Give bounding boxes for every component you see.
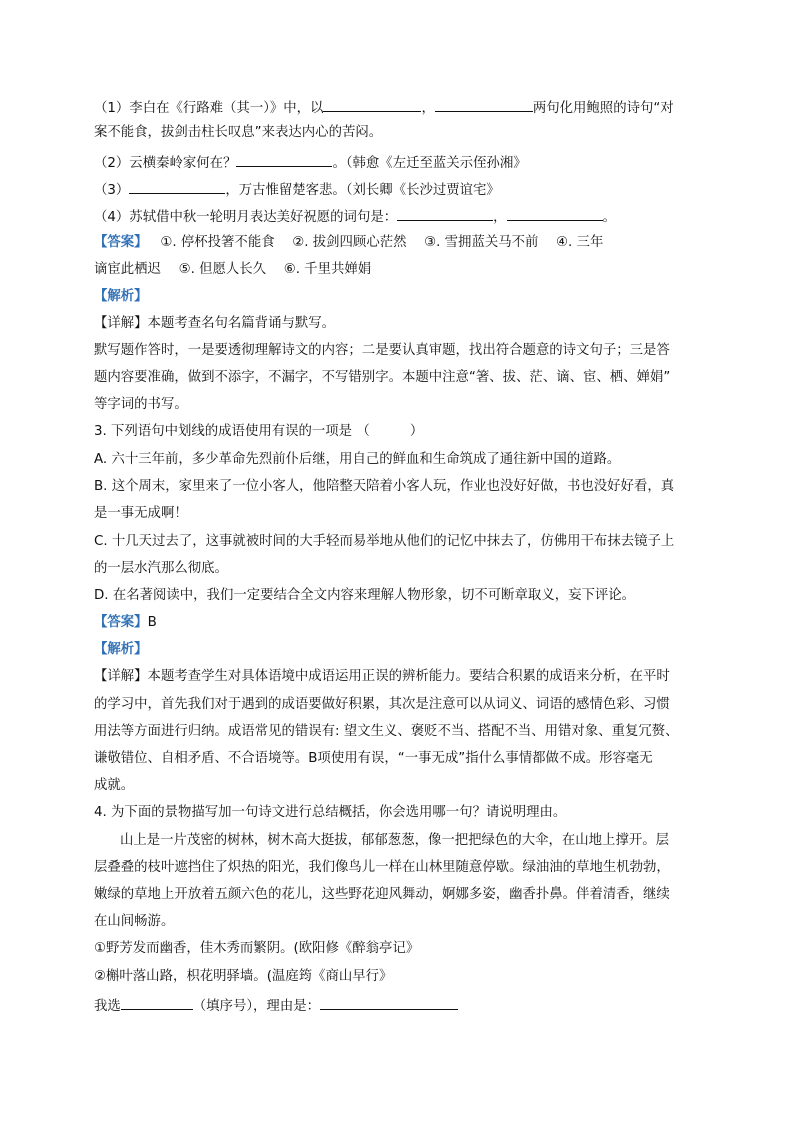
q2-item4 bbox=[94, 206, 700, 227]
q3-detail-5: 成就。 bbox=[94, 778, 135, 793]
q3-answer-value: B bbox=[147, 615, 157, 630]
choice-number-blank[interactable] bbox=[121, 995, 193, 1010]
answer-blank-3[interactable] bbox=[236, 152, 332, 167]
q2-detail-4: 等字词的书写。 bbox=[94, 397, 188, 412]
q3-detail-2: 的学习中，首先我们对于遇到的成语要做好积累，其次是注意可以从词义、词语的感情色彩、习惯 bbox=[94, 697, 670, 712]
q2-item1-line2: 案不能食，拔剑击柱长叹息”来表达内心的苦闷。 bbox=[94, 125, 383, 140]
q2-item1-text-a: （1）李白在《行路难（其一）》中，以 bbox=[94, 101, 324, 116]
q4-option-2: ②槲叶落山路，枳花明驿墙。(温庭筠《商山早行》 bbox=[94, 969, 393, 984]
q3-stem: 3. 下列语句中划线的成语使用有误的一项是 （ ） bbox=[94, 424, 424, 439]
q4-para-1: 山上是一片茂密的树林，树木高大挺拔，郁郁葱葱，像一把把绿色的大伞，在山地上撑开。层 bbox=[120, 833, 670, 848]
q2-item3-text-a: （3） bbox=[94, 183, 130, 198]
q3-option-c-2: 的一层水汽那么彻底。 bbox=[94, 561, 228, 576]
q2-item1-text-c: 两句化用鲍照的诗句“对 bbox=[532, 101, 674, 116]
answer-blank-6[interactable] bbox=[507, 206, 603, 221]
q3-detail-1: 【详解】本题考查学生对具体语境中成语运用正误的辨析能力。要结合积累的成语来分析，在平时 bbox=[94, 669, 670, 684]
q2-item4-text-a: （4）苏轼借中秋一轮明月表达美好祝愿的词句是： bbox=[94, 210, 398, 225]
q3-detail-3: 用法等方面进行归纳。成语常见的错误有: 望文生义、褒贬不当、搭配不当、用错对象、重复冗赘、 bbox=[94, 724, 679, 739]
q3-option-d: D. 在名著阅读中，我们一定要结合全文内容来理解人物形象，切不可断章取义，妄下评论。 bbox=[94, 588, 636, 603]
q2-item4-text-b: ， bbox=[493, 210, 507, 225]
q4-choose-text-a: 我选 bbox=[94, 999, 121, 1014]
q4-choose-line bbox=[94, 995, 700, 1016]
reason-blank[interactable] bbox=[320, 995, 458, 1010]
q4-para-2: 层叠叠的枝叶遮挡住了炽热的阳光，我们像鸟儿一样在山林里随意停歇。绿油油的草地生机勃勃， bbox=[94, 860, 670, 875]
answer-blank-4[interactable] bbox=[129, 179, 225, 194]
q2-detail-2: 默写题作答时，一是要透彻理解诗文的内容；二是要认真审题，找出符合题意的诗文句子；三是答 bbox=[94, 343, 670, 358]
q2-item3 bbox=[94, 179, 700, 200]
q2-detail-3: 题内容要准确，做到不添字，不漏字，不写错别字。本题中注意“箸、拔、茫、谪、宦、栖、婵娟” bbox=[94, 370, 671, 385]
q3-option-c-1: C. 十几天过去了，这事就被时间的大手轻而易举地从他们的记忆中抹去了，仿佛用干布抹去镜子上 bbox=[94, 534, 675, 549]
q2-item2-text-a: （2）云横秦岭家何在？ bbox=[94, 156, 237, 171]
q2-item4-text-c: 。 bbox=[602, 210, 616, 225]
q2-item2-text-b: 。（韩愈《左迁至蓝关示侄孙湘》 bbox=[332, 156, 527, 171]
q2-answer-line2: 谪宦此栖迟 ⑤. 但愿人长久 ⑥. 千里共婵娟 bbox=[94, 262, 372, 277]
q3-answer bbox=[94, 614, 700, 632]
analysis-label: 【解析】 bbox=[94, 642, 148, 657]
answer-blank-2[interactable] bbox=[435, 97, 533, 112]
q2-answer-text-1: ①. 停杯投箸不能食 ②. 拔剑四顾心茫然 ③. 雪拥蓝关马不前 ④. 三年 bbox=[160, 235, 604, 250]
q4-stem: 4. 为下面的景物描写加一句诗文进行总结概括，你会选用哪一句？请说明理由。 bbox=[94, 805, 567, 820]
q3-detail-4: 谦敬错位、自相矛盾、不合语境等。B项使用有误，“一事无成”指什么事情都做不成。形容毫无 bbox=[94, 751, 653, 766]
q2-item1-text-b: ， bbox=[421, 101, 435, 116]
answer-blank-1[interactable] bbox=[323, 97, 421, 112]
answer-blank-5[interactable] bbox=[397, 206, 493, 221]
q3-option-a: A. 六十三年前，多少革命先烈前仆后继，用自己的鲜血和生命筑成了通往新中国的道路。 bbox=[94, 452, 621, 467]
analysis-label: 【解析】 bbox=[94, 289, 148, 304]
q2-detail-1: 【详解】本题考查名句名篇背诵与默写。 bbox=[94, 316, 336, 331]
q2-item2 bbox=[94, 152, 700, 173]
q2-item3-text-b: ，万古惟留楚客悲。（刘长卿《长沙过贾谊宅》 bbox=[225, 183, 500, 198]
answer-label: 【答案】 bbox=[94, 615, 148, 630]
q4-option-1: ①野芳发而幽香，佳木秀而繁阴。(欧阳修《醉翁亭记》 bbox=[94, 941, 420, 956]
answer-label: 【答案】 bbox=[94, 235, 148, 250]
q4-para-4: 在山间畅游。 bbox=[94, 914, 175, 929]
q3-option-b-1: B. 这个周末，家里来了一位小客人，他陪整天陪着小客人玩，作业也没好好做，书也没好好看，真 bbox=[94, 479, 675, 494]
q2-item1-line1 bbox=[94, 97, 700, 118]
q3-option-b-2: 是一事无成啊！ bbox=[94, 506, 188, 521]
q4-choose-text-b: （填序号），理由是： bbox=[192, 999, 320, 1014]
q4-para-3: 嫩绿的草地上开放着五颜六色的花儿，这些野花迎风舞动，婀娜多姿，幽香扑鼻。伴着清香，继续 bbox=[94, 887, 670, 902]
q2-answer-line1 bbox=[94, 234, 700, 252]
